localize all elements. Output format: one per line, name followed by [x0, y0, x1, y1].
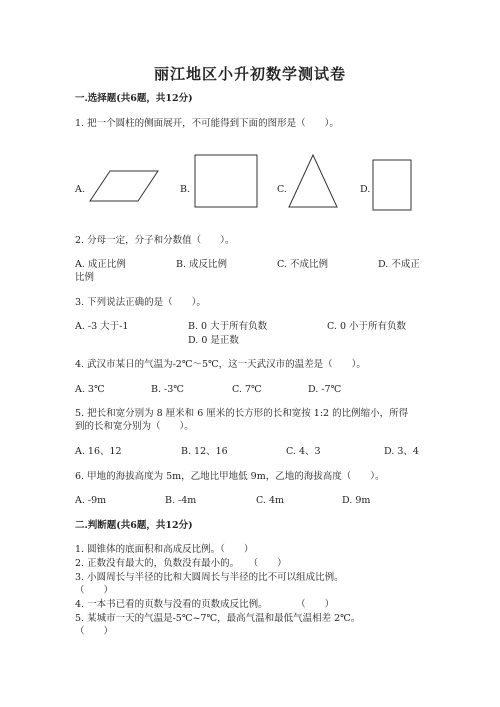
q1-option-b-label: B.: [180, 184, 191, 195]
q6-option-a: A. -9m: [75, 495, 107, 506]
q3-option-d: D. 0 是正数: [188, 335, 239, 346]
q2-option-c: C. 不成比例: [277, 259, 328, 270]
q5-option-a: A. 16、12: [75, 446, 122, 457]
q4-option-b: B. -3℃: [151, 384, 184, 395]
q2-option-a: A. 成正比例: [75, 259, 126, 270]
q3-option-c: C. 0 小于所有负数: [327, 321, 407, 332]
q3-option-a: A. -3 大于-1: [75, 321, 129, 332]
question-5-stem-line2: 到的长和宽分别为（ ）。: [75, 421, 194, 432]
judge-item-2: 2. 正数没有最大的，负数没有最小的。 （ ）: [75, 558, 287, 569]
parallelogram-shape: [88, 168, 160, 204]
question-3-stem: 3. 下列说法正确的是（ ）。: [75, 297, 206, 308]
q1-option-a-label: A.: [75, 184, 85, 195]
q2-option-d-wrap: 比例: [75, 272, 95, 283]
page-title: 丽江地区小升初数学测试卷: [153, 65, 346, 83]
question-2-stem: 2. 分母一定，分子和分数值（ ）。: [75, 235, 235, 246]
q5-option-d: D. 3、4: [384, 446, 419, 457]
q5-option-b: B. 12、16: [181, 446, 228, 457]
q2-option-d: D. 不成正: [378, 259, 420, 270]
question-1-stem: 1. 把一个圆柱的侧面展开，不可能得到下面的图形是（ ）。: [75, 118, 339, 129]
q4-option-a: A. 3℃: [75, 384, 105, 395]
question-4-stem: 4. 武汉市某日的气温为-2℃～5℃，这一天武汉市的温差是（ ）。: [75, 359, 366, 370]
section-heading-judge: 二.判断题(共6题，共12分): [75, 520, 193, 531]
q5-option-c: C. 4、3: [286, 446, 321, 457]
q1-option-c-label: C.: [277, 184, 287, 195]
q4-option-c: C. 7℃: [232, 384, 262, 395]
judge-item-3-blank: （ ）: [75, 585, 114, 596]
q4-option-d: D. -7℃: [308, 384, 342, 395]
rectangle-shape: [194, 154, 258, 208]
q6-option-b: B. -4m: [165, 495, 197, 506]
q2-option-b: B. 成反比例: [176, 259, 228, 270]
judge-item-4: 4. 一本书已看的页数与没看的页数成反比例。 （ ）: [75, 599, 335, 610]
judge-item-3: 3. 小圆周长与半径的比和大圆周长与半径的比不可以组成比例。: [75, 572, 344, 583]
q1-option-d-label: D.: [360, 184, 371, 195]
judge-item-5-blank: （ ）: [75, 626, 114, 637]
judge-item-1: 1. 圆锥体的底面积和高成反比例。（ ）: [75, 544, 254, 555]
q6-option-c: C. 4m: [256, 495, 285, 506]
q3-option-b: B. 0 大于所有负数: [188, 321, 268, 332]
rectangle-tall-shape: [372, 159, 412, 211]
judge-item-5: 5. 某城市一天的气温是-5℃~7℃，最高气温和最低气温相差 2℃。: [75, 613, 361, 624]
question-5-stem-line1: 5. 把长和宽分别为 8 厘米和 6 厘米的长方形的长和宽按 1:2 的比例缩小，所得: [75, 408, 409, 419]
q6-option-d: D. 9m: [342, 495, 371, 506]
question-6-stem: 6. 甲地的海拔高度为 5m，乙地比甲地低 9m，乙地的海拔高度（ ）。: [75, 471, 385, 482]
section-heading-choice: 一.选择题(共6题，共12分): [75, 93, 193, 104]
triangle-shape: [286, 152, 340, 210]
